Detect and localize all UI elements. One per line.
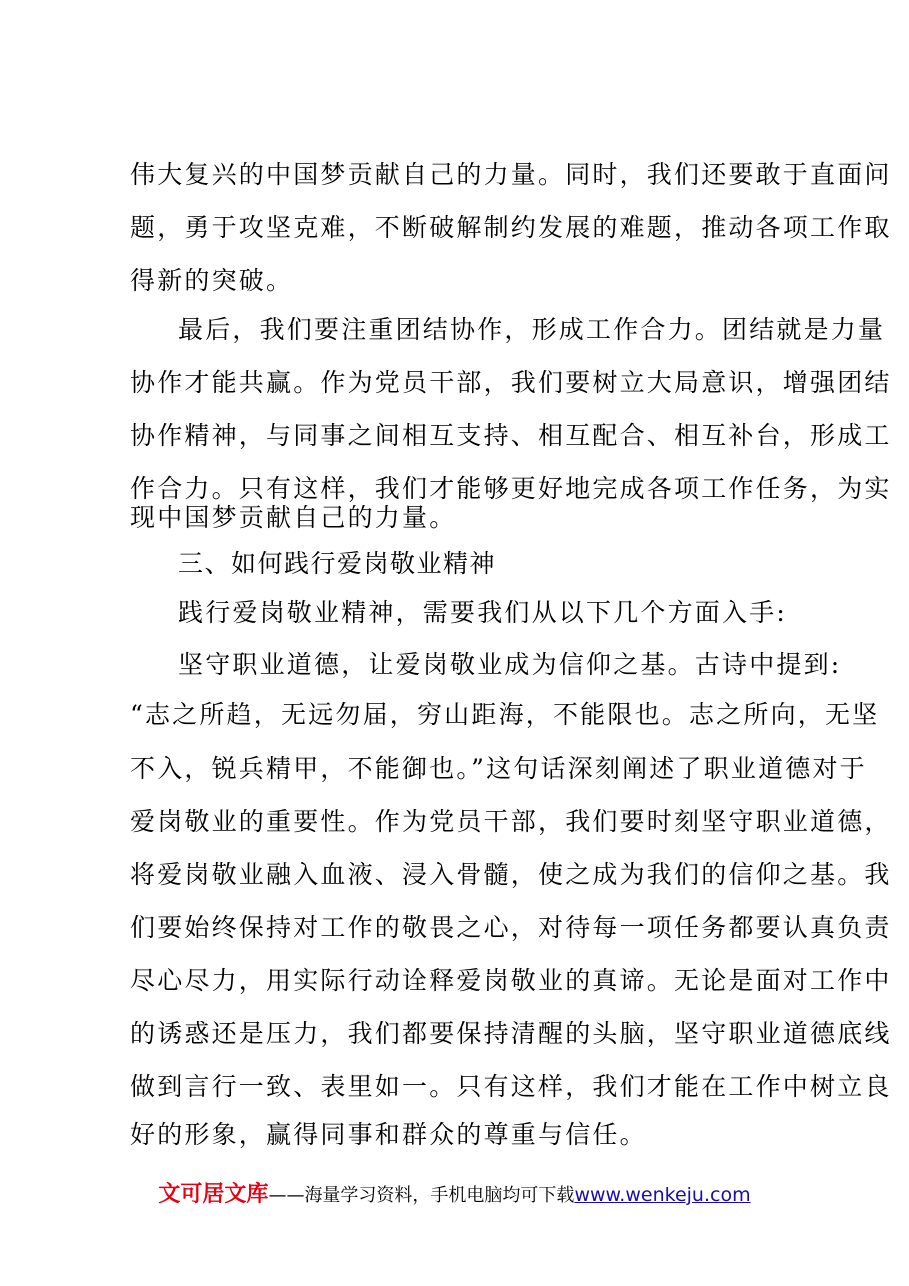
body-line: “志之所趋，无远勿届，穷山距海，不能限也。志之所向，无坚 xyxy=(130,700,880,729)
body-line: 爱岗敬业的重要性。作为党员干部，我们要时刻坚守职业道德， xyxy=(130,807,892,836)
body-line: 伟大复兴的中国梦贡献自己的力量。同时，我们还要敢于直面问 xyxy=(130,160,892,189)
body-line: 最后，我们要注重团结协作，形成工作合力。团结就是力量 xyxy=(178,315,886,344)
body-line: 做到言行一致、表里如一。只有这样，我们才能在工作中树立良 xyxy=(130,1072,892,1101)
body-line: 尽心尽力，用实际行动诠释爱岗敬业的真谛。无论是面对工作中 xyxy=(130,966,892,995)
footer-tagline: ——海量学习资料，手机电脑均可下载 xyxy=(268,1185,575,1206)
website-link[interactable]: www.wenkeju.com xyxy=(574,1184,751,1206)
body-line: 得新的突破。 xyxy=(130,266,294,295)
body-line: 好的形象，赢得同事和群众的尊重与信任。 xyxy=(130,1120,647,1149)
body-line: 题，勇于攻坚克难，不断破解制约发展的难题，推动各项工作取 xyxy=(130,213,892,242)
footer-banner xyxy=(0,1180,909,1211)
body-line: 不入，锐兵精甲，不能御也。”这句话深刻阐述了职业道德对于 xyxy=(130,754,867,783)
brand-name: 文可居文库 xyxy=(158,1182,269,1207)
body-line: 现中国梦贡献自己的力量。 xyxy=(130,503,457,532)
section-heading: 三、如何践行爱岗敬业精神 xyxy=(178,549,497,578)
body-line: 践行爱岗敬业精神，需要我们从以下几个方面入手: xyxy=(178,598,788,627)
body-line: 作合力。只有这样，我们才能够更好地完成各项工作任务，为实 xyxy=(130,474,892,503)
body-line: 坚守职业道德，让爱岗敬业成为信仰之基。古诗中提到: xyxy=(178,650,842,679)
body-line: 的诱惑还是压力，我们都要保持清醒的头脑，坚守职业道德底线 xyxy=(130,1019,892,1048)
body-line: 协作才能共赢。作为党员干部，我们要树立大局意识，增强团结 xyxy=(130,368,892,397)
body-line: 将爱岗敬业融入血液、浸入骨髓，使之成为我们的信仰之基。我 xyxy=(130,860,892,889)
body-line: 们要始终保持对工作的敬畏之心，对待每一项任务都要认真负责 xyxy=(130,913,892,942)
body-line: 协作精神，与同事之间相互支持、相互配合、相互补台，形成工 xyxy=(130,421,892,450)
